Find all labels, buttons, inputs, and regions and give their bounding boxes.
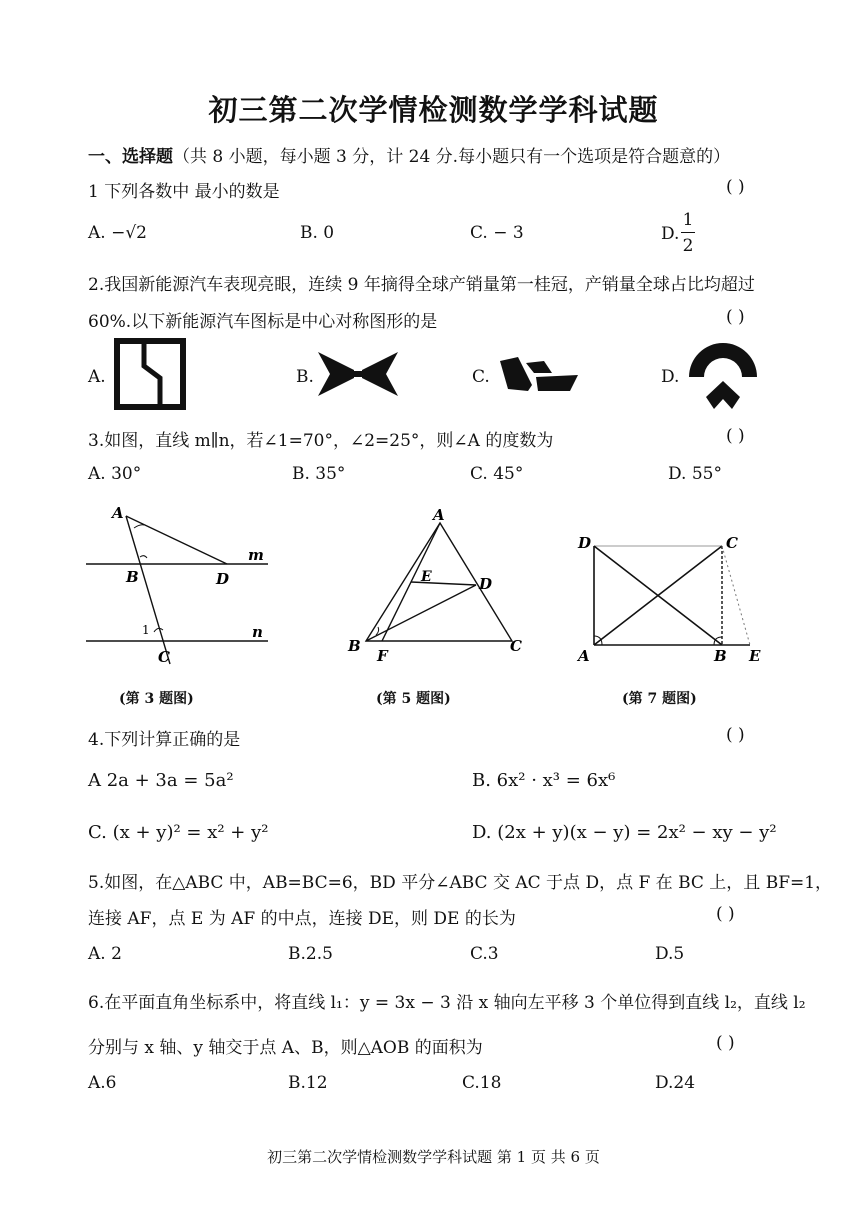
q4-option-b: B. 6x² · x³ = 6x⁶	[472, 770, 616, 791]
q4-option-a: A 2a + 3a = 5a²	[88, 770, 234, 791]
q4-stem: 4.下列计算正确的是	[88, 730, 241, 750]
section-heading	[88, 142, 730, 167]
label-D: D	[216, 570, 230, 588]
label-E: E	[421, 569, 432, 585]
label-m: m	[248, 546, 264, 564]
q2-stem-line2: 60%.以下新能源汽车图标是中心对称图形的是	[88, 312, 438, 332]
q2-option-c-label: C.	[472, 367, 490, 387]
q1-option-d-numerator: 1	[682, 210, 694, 230]
label-B: B	[348, 637, 361, 655]
label-C: C	[510, 637, 522, 655]
q6-option-a: A.6	[88, 1073, 117, 1093]
label-B: B	[126, 568, 139, 586]
q5-option-d: D.5	[655, 944, 685, 964]
q1-option-c: C. − 3	[470, 223, 524, 243]
angle-B-arc	[140, 556, 147, 558]
q5-answer-paren: ( )	[716, 904, 735, 924]
label-A: A	[578, 647, 590, 665]
q3-option-c: C. 45°	[470, 464, 524, 484]
line-AC	[126, 516, 170, 664]
logo-d-icon	[684, 343, 762, 413]
q1-option-b: B. 0	[300, 223, 335, 243]
segment-CE	[722, 546, 750, 645]
q5-option-a: A. 2	[88, 944, 122, 964]
label-n: n	[252, 623, 263, 641]
angle-A-arc	[134, 525, 144, 528]
page-title: 初三第二次学情检测数学学科试题	[208, 93, 659, 127]
section-heading-note: （共 8 小题，每小题 3 分，计 24 分.每小题只有一个选项是符合题意的）	[173, 147, 731, 167]
q3-option-d: D. 55°	[668, 464, 722, 484]
q2-option-b-label: B.	[296, 367, 314, 387]
q6-stem-line1: 6.在平面直角坐标系中，将直线 l₁：y = 3x − 3 沿 x 轴向左平移 3 个单位得到直线 l₂，直线 l₂	[88, 993, 806, 1013]
q5-stem-line1: 5.如图，在△ABC 中，AB=BC=6，BD 平分∠ABC 交 AC 于点 D，点 F 在 BC 上，且 BF=1，	[88, 873, 833, 893]
figure-3-diagram	[84, 500, 274, 670]
segment-BD	[366, 585, 476, 641]
logo-c-icon	[498, 355, 580, 395]
q2-stem-line1: 2.我国新能源汽车表现亮眼，连续 9 年摘得全球产销量第一桂冠，产销量全球占比均超过	[88, 275, 755, 295]
q4-answer-paren: ( )	[726, 725, 745, 745]
logo-b-icon	[316, 350, 400, 398]
figure-3-caption: (第 3 题图)	[119, 691, 194, 707]
section-heading-label: 一、选择题	[88, 147, 173, 167]
label-D: D	[479, 575, 493, 593]
angle-1-arc	[154, 628, 163, 632]
figure-5-caption: (第 5 题图)	[376, 691, 451, 707]
q3-stem: 3.如图，直线 m∥n，若∠1=70°，∠2=25°，则∠A 的度数为	[88, 431, 554, 451]
q5-stem-line2: 连接 AF，点 E 为 AF 的中点，连接 DE，则 DE 的长为	[88, 909, 516, 929]
q1-option-d-label: D.	[661, 224, 680, 244]
q4-option-d: D. (2x + y)(x − y) = 2x² − xy − y²	[472, 822, 777, 843]
label-angle-1: 1	[142, 623, 150, 637]
fraction-bar	[681, 232, 695, 233]
q4-option-c: C. (x + y)² = x² + y²	[88, 822, 269, 843]
q2-option-a-label: A.	[88, 367, 106, 387]
q2-option-d-label: D.	[661, 367, 680, 387]
label-A: A	[112, 504, 124, 522]
label-B: B	[714, 647, 727, 665]
q6-answer-paren: ( )	[716, 1033, 735, 1053]
q1-stem: 1 下列各数中 最小的数是	[88, 182, 280, 202]
q1-option-d-denominator: 2	[682, 236, 694, 256]
q6-option-c: C.18	[462, 1073, 502, 1093]
angle-B-arc	[376, 627, 379, 635]
figure-7-caption: (第 7 题图)	[622, 691, 697, 707]
label-A: A	[433, 506, 445, 524]
q6-option-b: B.12	[288, 1073, 328, 1093]
label-F: F	[377, 647, 388, 665]
q1-option-a: A. −√2	[88, 223, 147, 243]
label-D: D	[578, 534, 592, 552]
q6-option-d: D.24	[655, 1073, 696, 1093]
q1-answer-paren: ( )	[726, 177, 745, 197]
figure-7-diagram	[572, 528, 772, 668]
q5-option-b: B.2.5	[288, 944, 333, 964]
page-footer: 初三第二次学情检测数学学科试题 第 1 页 共 6 页	[267, 1148, 600, 1166]
q3-answer-paren: ( )	[726, 426, 745, 446]
q2-answer-paren: ( )	[726, 307, 745, 327]
label-E: E	[749, 647, 761, 665]
q6-stem-line2: 分别与 x 轴、y 轴交于点 A、B，则△AOB 的面积为	[88, 1038, 483, 1058]
figure-5-diagram	[342, 505, 532, 665]
label-C: C	[726, 534, 738, 552]
q5-option-c: C.3	[470, 944, 499, 964]
q3-option-b: B. 35°	[292, 464, 346, 484]
logo-a-icon	[114, 338, 186, 410]
q3-option-a: A. 30°	[88, 464, 142, 484]
label-C: C	[158, 648, 170, 666]
